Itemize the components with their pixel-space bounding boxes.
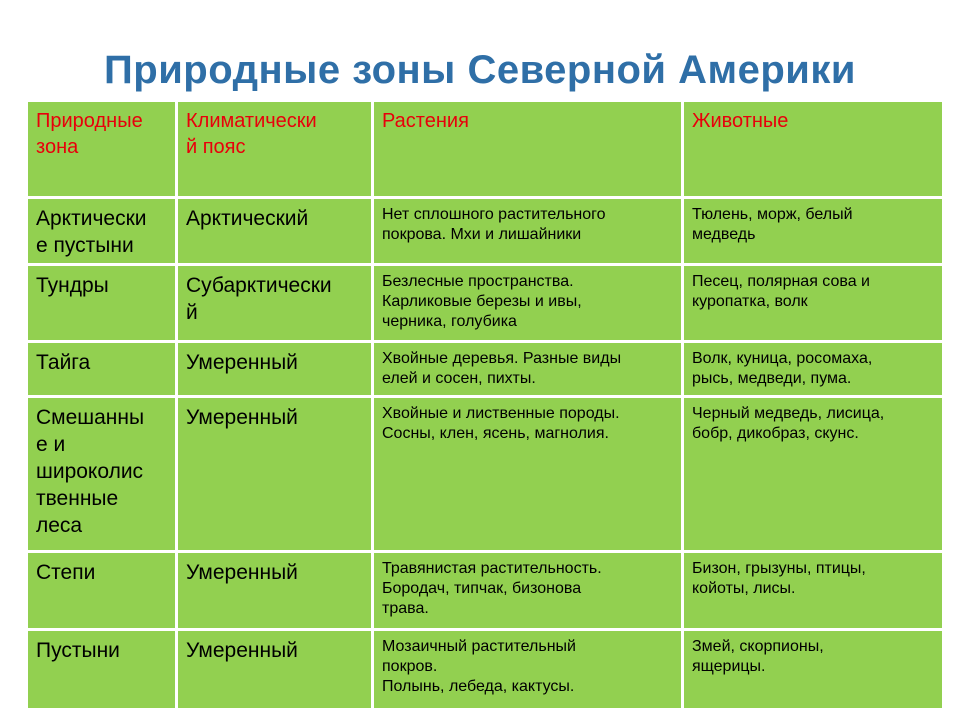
zone-cell bbox=[28, 553, 178, 631]
belt-cell bbox=[178, 553, 374, 631]
belt-label: Умеренный bbox=[186, 351, 298, 374]
header-cell-zone bbox=[28, 102, 178, 199]
plants-cell bbox=[374, 398, 684, 553]
belt-cell bbox=[178, 266, 374, 343]
zones-table bbox=[28, 102, 942, 708]
plants-text: Травянистая растительность. Бородач, типчак, бизонова трава. bbox=[382, 560, 602, 617]
zone-cell bbox=[28, 199, 178, 266]
belt-cell bbox=[178, 631, 374, 708]
plants-cell bbox=[374, 343, 684, 398]
belt-cell bbox=[178, 398, 374, 553]
animals-cell bbox=[684, 631, 942, 708]
zone-cell bbox=[28, 398, 178, 553]
belt-label: Умеренный bbox=[186, 406, 298, 429]
header-cell-animals bbox=[684, 102, 942, 199]
animals-text: Волк, куница, росомаха, рысь, медведи, пума. bbox=[692, 350, 873, 387]
plants-cell bbox=[374, 199, 684, 266]
belt-label: Арктический bbox=[186, 207, 309, 230]
plants-text: Хвойные и лиственные породы. Сосны, клен, ясень, магнолия. bbox=[382, 405, 620, 442]
table-row bbox=[28, 631, 942, 708]
table-row bbox=[28, 343, 942, 398]
header-animals-label: Животные bbox=[692, 110, 789, 132]
zone-label: Смешанны е и широколис твенные леса bbox=[36, 406, 145, 537]
animals-cell bbox=[684, 553, 942, 631]
animals-text: Песец, полярная сова и куропатка, волк bbox=[692, 273, 870, 310]
plants-cell bbox=[374, 553, 684, 631]
zone-label: Арктически е пустыни bbox=[36, 207, 147, 257]
animals-text: Змей, скорпионы, ящерицы. bbox=[692, 638, 824, 675]
animals-cell bbox=[684, 266, 942, 343]
zone-cell bbox=[28, 631, 178, 708]
animals-cell bbox=[684, 199, 942, 266]
animals-text: Бизон, грызуны, птицы, койоты, лисы. bbox=[692, 560, 866, 597]
table-header-row bbox=[28, 102, 942, 199]
header-plants-label: Растения bbox=[382, 110, 469, 132]
zone-cell bbox=[28, 343, 178, 398]
belt-label: Субарктически й bbox=[186, 274, 332, 324]
animals-cell bbox=[684, 343, 942, 398]
belt-cell bbox=[178, 199, 374, 266]
header-cell-belt bbox=[178, 102, 374, 199]
belt-cell bbox=[178, 343, 374, 398]
header-zone-label: Природные зона bbox=[36, 110, 143, 158]
zone-label: Степи bbox=[36, 561, 96, 584]
table-row bbox=[28, 266, 942, 343]
animals-cell bbox=[684, 398, 942, 553]
page-title: Природные зоны Северной Америки bbox=[104, 48, 856, 92]
belt-label: Умеренный bbox=[186, 639, 298, 662]
zone-cell bbox=[28, 266, 178, 343]
plants-text: Мозаичный растительный покров. Полынь, лебеда, кактусы. bbox=[382, 638, 576, 695]
table-row bbox=[28, 398, 942, 553]
table-row bbox=[28, 553, 942, 631]
plants-cell bbox=[374, 266, 684, 343]
plants-text: Безлесные пространства. Карликовые березы и ивы, черника, голубика bbox=[382, 273, 582, 330]
plants-text: Хвойные деревья. Разные виды елей и сосен, пихты. bbox=[382, 350, 622, 387]
animals-text: Черный медведь, лисица, бобр, дикобраз, скунс. bbox=[692, 405, 885, 442]
plants-cell bbox=[374, 631, 684, 708]
animals-text: Тюлень, морж, белый медведь bbox=[692, 206, 853, 243]
zone-label: Пустыни bbox=[36, 639, 120, 662]
zone-label: Тайга bbox=[36, 351, 91, 374]
plants-text: Нет сплошного растительного покрова. Мхи и лишайники bbox=[382, 206, 606, 243]
zone-label: Тундры bbox=[36, 274, 109, 297]
belt-label: Умеренный bbox=[186, 561, 298, 584]
header-cell-plants bbox=[374, 102, 684, 199]
table-row bbox=[28, 199, 942, 266]
header-belt-label: Климатически й пояс bbox=[186, 110, 317, 158]
